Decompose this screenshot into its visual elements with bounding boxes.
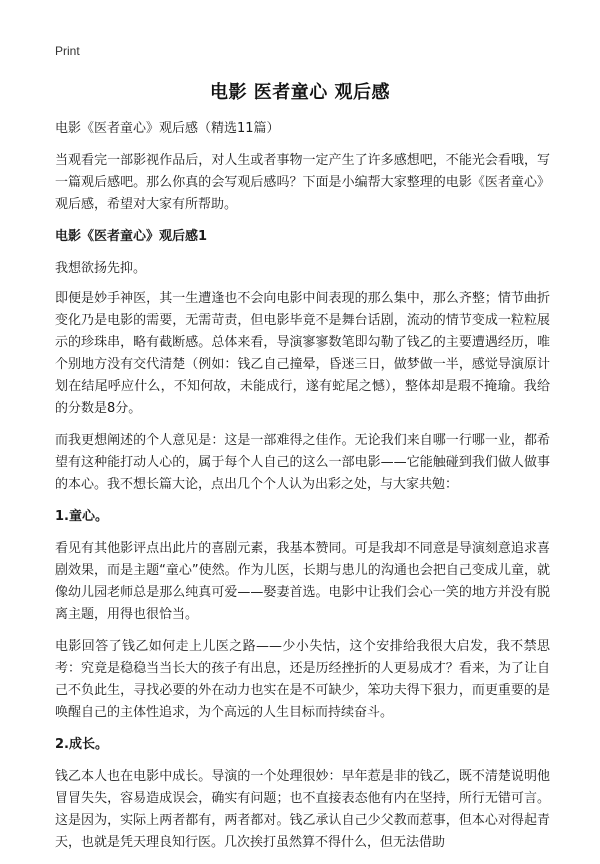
paragraph: 钱乙本人也在电影中成长。导演的一个处理很妙：早年惹是非的钱乙，既不清楚说明他冒冒失失，容易造成误会，确实有问题；也不直接表态他有内在坚持，所行无错可言。这是因为，实际上两者都有，两者都对。钱乙承认自己少父教而惹事，但本心对得起青天，也就是凭天理良知行医。几次挨打虽然算不得什么，但无法借助: [55, 769, 550, 850]
paragraph: 而我更想阐述的个人意见是：这是一部难得之佳作。无论我们来自哪一行哪一业，都希望有这种能打动人心的，属于每个人自己的这么一部电影——它能触碰到我们做人做事的本心。我不想长篇大论，点出几个个人认为出彩之处，与大家共勉：: [55, 433, 550, 492]
article-subtitle: 电影《医者童心》观后感（精选11篇）: [55, 121, 280, 136]
paragraph: 电影回答了钱乙如何走上儿医之路——少小失怙，这个安排给我很大启发，我不禁思考：究竟是稳稳当当长大的孩子有出息，还是历经挫折的人更易成才？看来，为了让自己不负此生，寻找必要的外在动力也实在是不可缺少，笨功夫得下狠力，而更重要的是唤醒自己的主体性追求，为个高远的人生目标而持续奋斗。: [55, 639, 550, 720]
page-title: 电影 医者童心 观后感: [209, 82, 391, 103]
article-body: [55, 118, 550, 864]
section-heading: 电影《医者童心》观后感1: [55, 229, 208, 244]
print-label[interactable]: Print: [55, 44, 80, 58]
subheading-growth: 2.成长。: [55, 737, 108, 752]
intro-paragraph: 当观看完一部影视作品后，对人生或者事物一定产生了许多感想吧，不能光会看哦，写一篇观后感吧。那么你真的会写观后感吗？下面是小编帮大家整理的电影《医者童心》观后感，希望对大家有所帮助。: [55, 153, 550, 212]
paragraph: 即便是妙手神医，其一生遭逢也不会向电影中间表现的那么集中，那么齐整；情节曲折变化乃是电影的需要，无需苛责，但电影毕竟不是舞台话剧，流动的情节变成一粒粒展示的珍珠串，略有截断感。总体来看，导演寥寥数笔即勾勒了钱乙的主要遭遇经历，唯个别地方没有交代清楚（例如：钱乙自己撞晕，昏迷三日，做梦做一半，感觉导演原计划在结尾呼应什么，不知何故，未能成行，遂有蛇尾之憾），整体却是瑕不掩瑜。我给的分数是8分。: [55, 291, 550, 416]
paragraph: 看见有其他影评点出此片的喜剧元素，我基本赞同。可是我却不同意是导演刻意追求喜剧效果，而是主题“童心”使然。作为儿医，长期与患儿的沟通也会把自己变成儿童，就像幼儿园老师总是那么纯真可爱——娶妻首选。电影中让我们会心一笑的地方并没有脱离主题，用得也很恰当。: [55, 541, 550, 622]
paragraph: 我想欲扬先抑。: [55, 261, 147, 276]
subheading-childlike: 1.童心。: [55, 509, 108, 524]
